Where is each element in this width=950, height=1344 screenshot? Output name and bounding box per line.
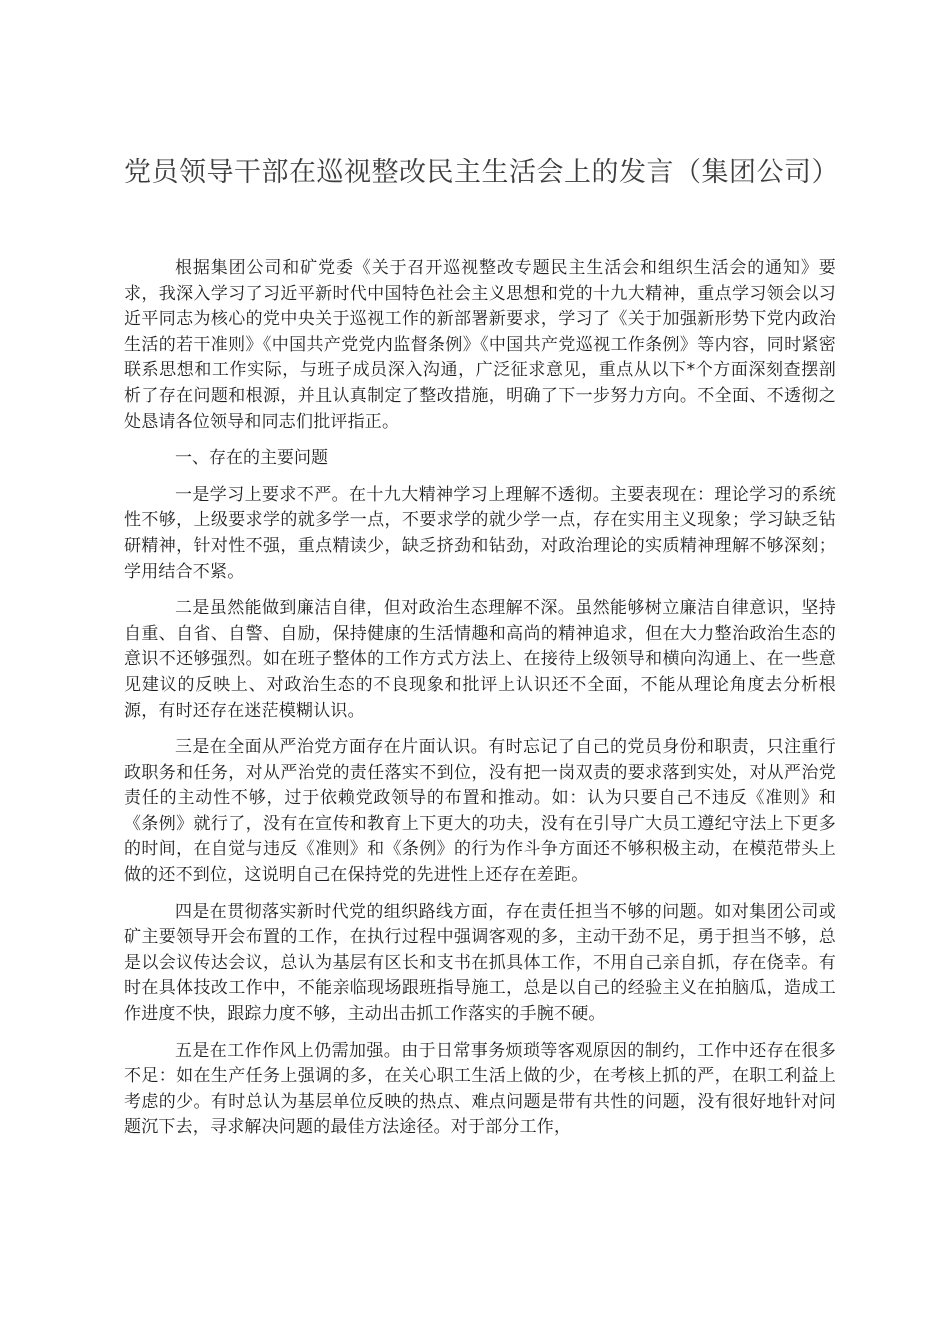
paragraph-3: 三是在全面从严治党方面存在片面认识。有时忘记了自己的党员身份和职责，只注重行政职务和任务，对从严治党的责任落实不到位，没有把一岗双责的要求落到实处，对从严治党责任的主动性不够，过于依赖党政领导的布置和推动。如：认为只要自己不违反《准则》和《条例》就行了，没有在宣传和教育上下更大的功夫，没有在引导广大员工遵纪守法上下更多的时间，在自觉与违反《准则》和《条例》的行为作斗争方面还不够积极主动，在模范带头上做的还不到位，这说明自己在保持党的先进性上还存在差距。 [124,737,836,886]
intro-paragraph: 根据集团公司和矿党委《关于召开巡视整改专题民主生活会和组织生活会的通知》要求，我深入学习了习近平新时代中国特色社会主义思想和党的十九大精神，重点学习领会以习近平同志为核心的党中央关于巡视工作的新部署新要求，学习了《关于加强新形势下党内政治生活的若干准则》《中国共产党党内监督条例》《中国共产党巡视工作条例》等内容，同时紧密联系思想和工作实际，与班子成员深入沟通，广泛征求意见，重点从以下*个方面深刻查摆剖析了存在问题和根源，并且认真制定了整改措施，明确了下一步努力方向。不全面、不透彻之处恳请各位领导和同志们批评指正。 [124,258,836,432]
section-heading: 一、存在的主要问题 [175,448,328,469]
paragraph-2: 二是虽然能做到廉洁自律，但对政治生态理解不深。虽然能够树立廉洁自律意识，坚持自重、自省、自警、自励，保持健康的生活情趣和高尚的精神追求，但在大力整治政治生态的意识不还够强烈。如在班子整体的工作方式方法上、在接待上级领导和横向沟通上、在一些意见建议的反映上、对政治生态的不良现象和批评上认识还不全面，不能从理论角度去分析根源，有时还存在迷茫模糊认识。 [124,598,836,721]
paragraph-5: 五是在工作作风上仍需加强。由于日常事务烦琐等客观原因的制约，工作中还存在很多不足：如在生产任务上强调的多，在关心职工生活上做的少，在考核上抓的严，在职工利益上考虑的少。有时总认为基层单位反映的热点、难点问题是带有共性的问题，没有很好地针对问题沉下去，寻求解决问题的最佳方法途径。对于部分工作， [124,1040,836,1138]
document-body [124,256,836,1152]
document-title: 党员领导干部在巡视整改民主生活会上的发言（集团公司） [124,157,839,188]
paragraph-1: 一是学习上要求不严。在十九大精神学习上理解不透彻。主要表现在：理论学习的系统性不够，上级要求学的就多学一点，不要求学的就少学一点，存在实用主义现象；学习缺乏钻研精神，针对性不强，重点精读少，缺乏挤劲和钻劲，对政治理论的实质精神理解不够深刻；学用结合不紧。 [124,484,836,582]
paragraph-4: 四是在贯彻落实新时代党的组织路线方面，存在责任担当不够的问题。如对集团公司或矿主要领导开会布置的工作，在执行过程中强调客观的多，主动干劲不足，勇于担当不够，总是以会议传达会议，总认为基层有区长和支书在抓具体工作，不用自己亲自抓，存在侥幸。有时在具体技改工作中，不能亲临现场跟班指导施工，总是以自己的经验主义在拍脑瓜，造成工作进度不快，跟踪力度不够，主动出击抓工作落实的手腕不硬。 [124,901,836,1025]
